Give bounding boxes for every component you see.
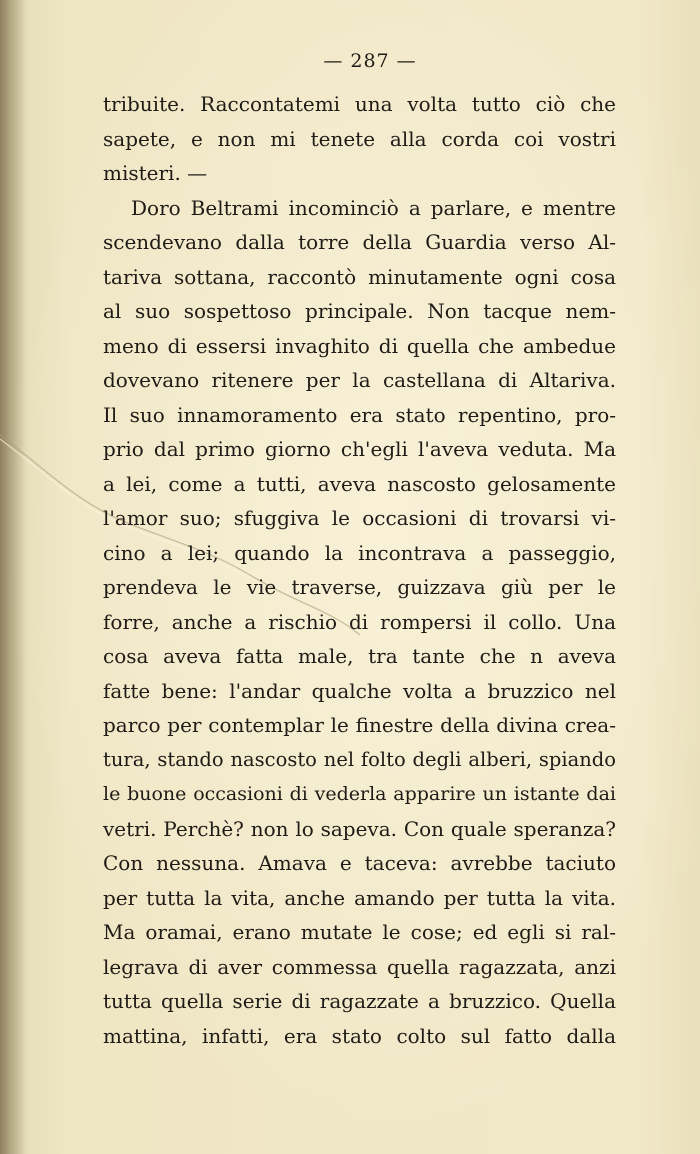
text-line: cosa aveva fatta male, tra tante che n aveva [103, 644, 616, 668]
text-line: vetri. Perchè? non lo sapeva. Con quale speranza? [103, 816, 616, 841]
page-number: — 287 — [323, 50, 417, 72]
text-line: tutta quella serie di ragazzate a bruzzico. Quella [103, 989, 616, 1013]
text-line: tribuite. Raccontatemi una volta tutto ciò che [103, 92, 616, 116]
text-line: Il suo innamoramento era stato repentino, pro- [103, 402, 616, 427]
text-line: misteri. — [103, 161, 208, 185]
spine-shadow [0, 0, 26, 1154]
text-line: le buone occasioni di vederla apparire un istante dai [103, 783, 616, 805]
text-line: Ma oramai, erano mutate le cose; ed egli si ral- [103, 920, 616, 944]
text-line: cino a lei; quando la incontrava a passeggio, [103, 540, 616, 565]
text-line: forre, anche a rischio di rompersi il collo. Una [103, 609, 616, 634]
text-line: scendevano dalla torre della Guardia verso Al- [103, 230, 616, 254]
text-line: tariva sottana, raccontò minutamente ogni cosa [103, 264, 616, 289]
text-line: tura, stando nascosto nel folto degli alberi, spiando [103, 747, 616, 771]
text-line: al suo sospettoso principale. Non tacque nem- [103, 299, 616, 323]
text-line: a lei, come a tutti, aveva nascosto gelosamente [103, 471, 616, 496]
text-line: sapete, e non mi tenete alla corda coi vostri [103, 126, 616, 151]
text-line: legrava di aver commessa quella ragazzata, anzi [103, 954, 616, 979]
text-line: dovevano ritenere per la castellana di Altariva. [103, 368, 616, 392]
text-line: parco per contemplar le finestre della divina crea- [103, 713, 616, 737]
text-line: Doro Beltrami incominciò a parlare, e mentre [131, 195, 616, 220]
body-text [103, 87, 616, 1053]
text-line: meno di essersi invaghito di quella che ambedue [103, 333, 616, 358]
text-line: per tutta la vita, anche amando per tutta la vita. [103, 885, 616, 910]
text-line: fatte bene: l'andar qualche volta a bruzzico nel [103, 678, 616, 703]
text-line: mattina, infatti, era stato colto sul fatto dalla [103, 1023, 616, 1048]
text-line: prio dal primo giorno ch'egli l'aveva veduta. Ma [103, 437, 616, 461]
text-line: prendeva le vie traverse, guizzava giù per le [103, 575, 616, 599]
text-line: l'amor suo; sfuggiva le occasioni di trovarsi vi- [103, 506, 616, 530]
text-line: Con nessuna. Amava e taceva: avrebbe taciuto [103, 851, 616, 875]
